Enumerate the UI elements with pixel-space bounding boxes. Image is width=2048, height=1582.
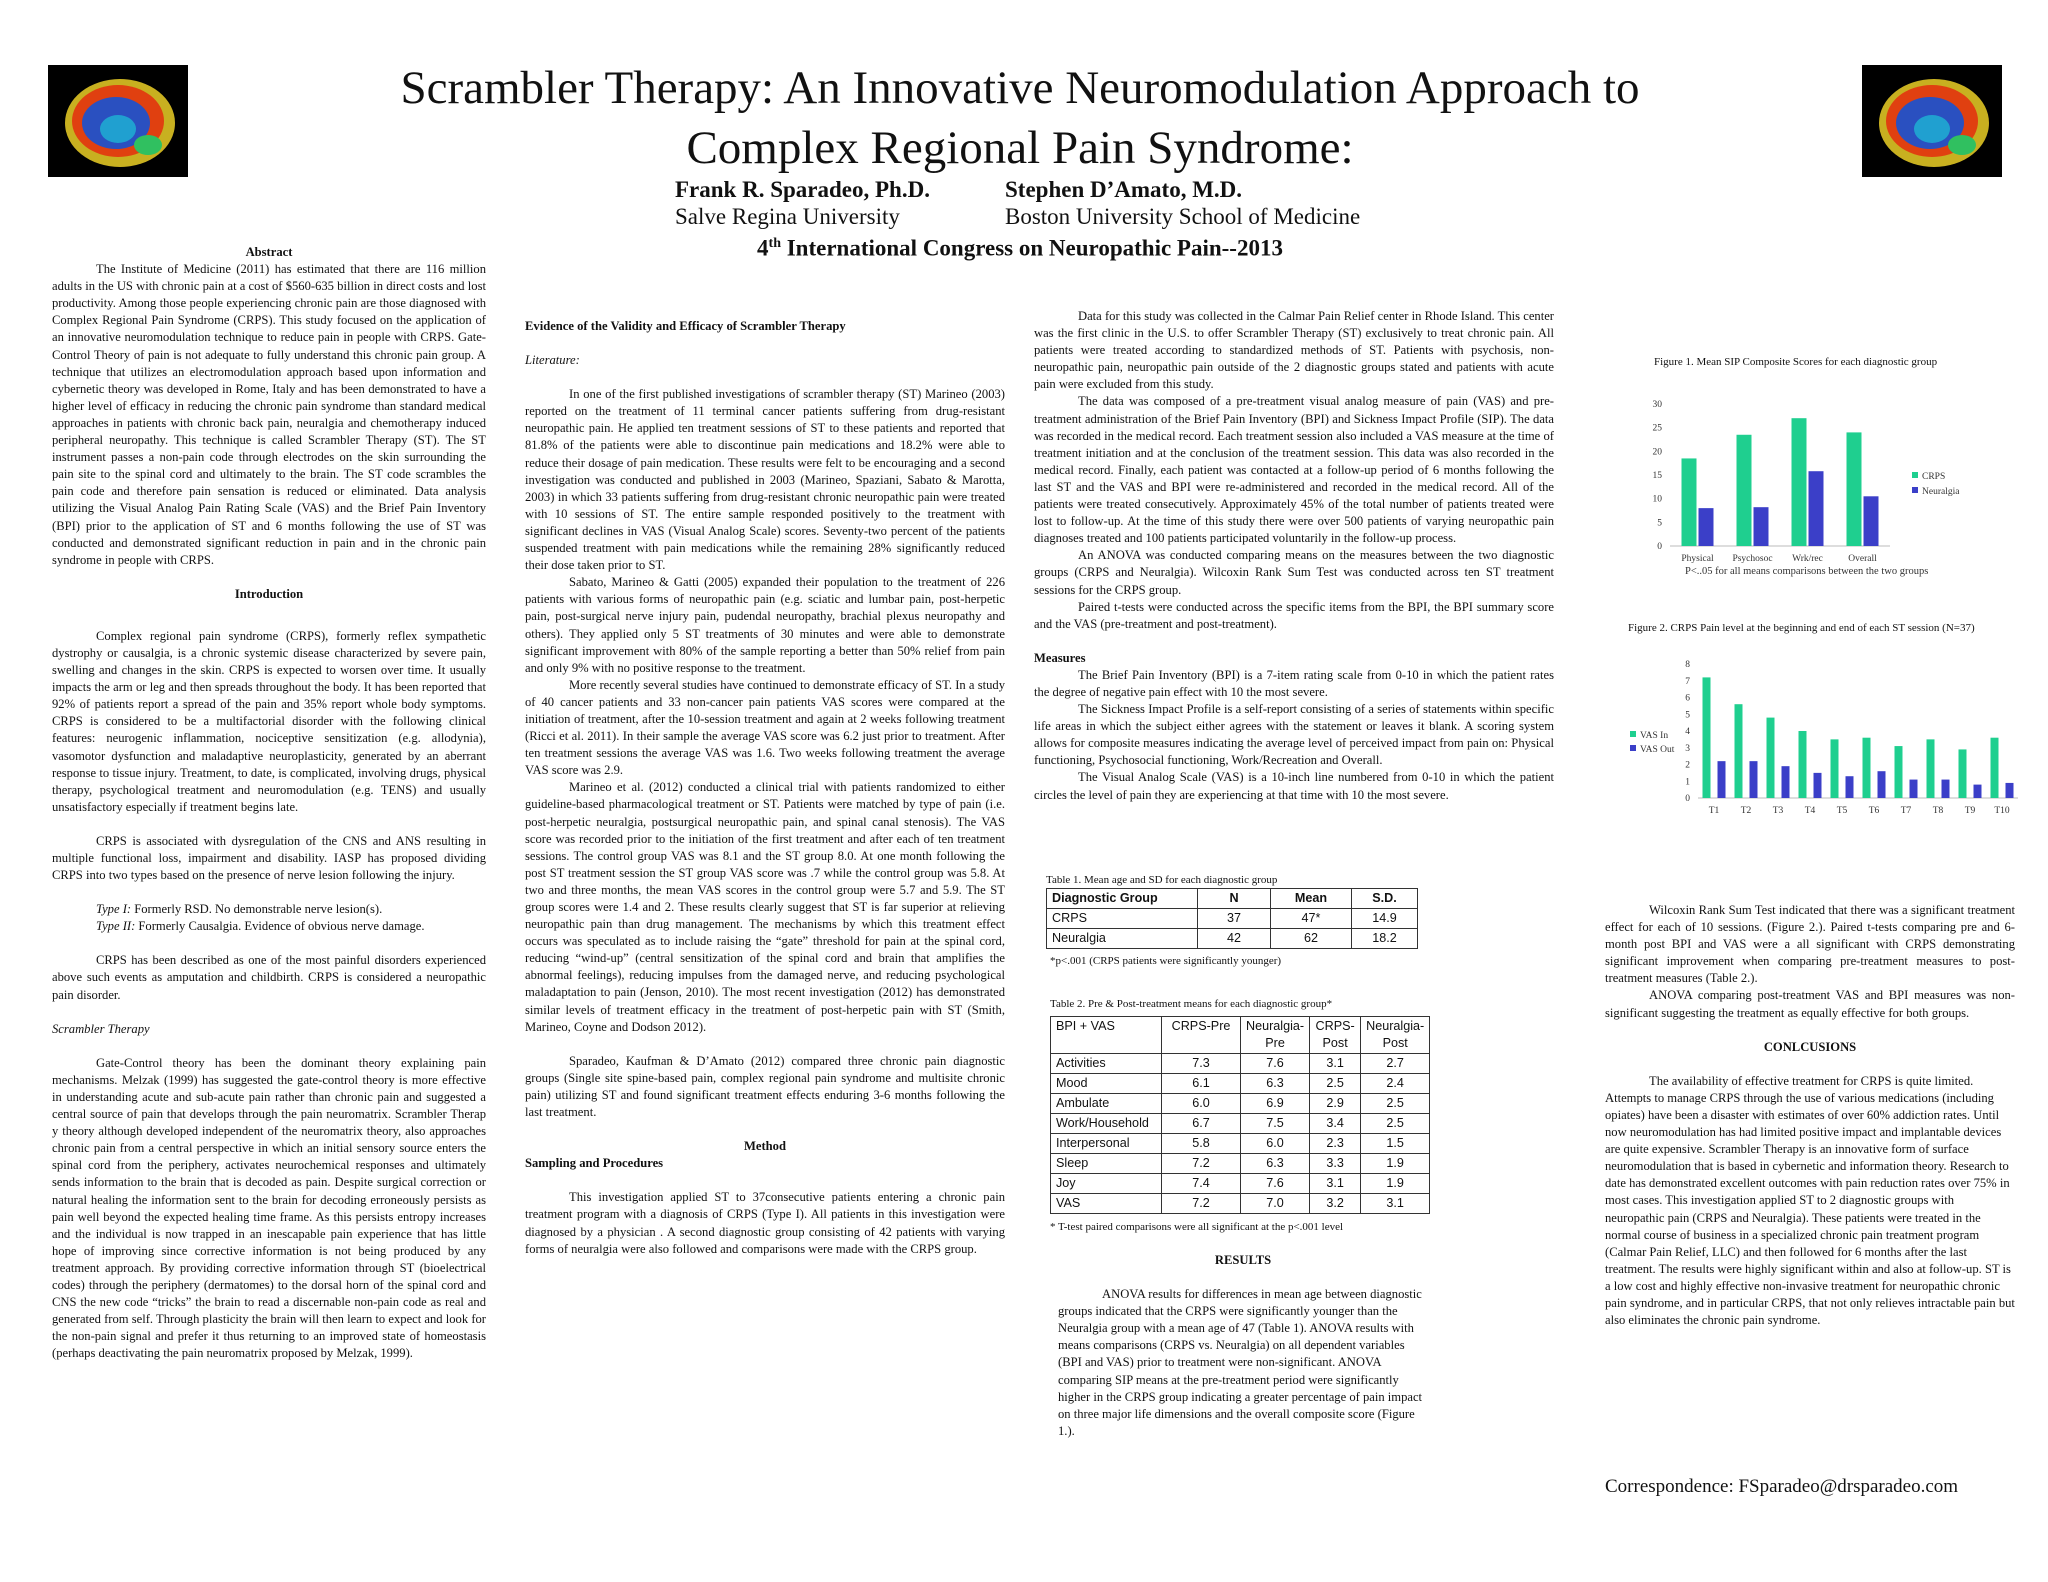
table-cell: 3.3 <box>1310 1154 1361 1174</box>
y-tick-label: 20 <box>1652 447 1662 458</box>
bar-vas-out <box>1814 773 1822 798</box>
table-cell: 1.9 <box>1361 1154 1430 1174</box>
table-row <box>1051 1114 1430 1134</box>
table-row <box>1051 1134 1430 1154</box>
results-paragraph: ANOVA results for differences in mean age between diagnostic groups indicated that the CRPS were significantly younger than the Neuralgia group with a mean age of 47 (Table 1). ANOVA results with means comparisons (CRPS vs. Neuralgia) on all dependent variables (BPI and VAS) prior to treatment were non-significant. ANOVA comparing SIP means at the pre-treatment period were significantly higher in the CRPS group indicating a greater percentage of pain impact on three major life dimensions and the overall composite score (Figure 1.). <box>1058 1287 1423 1438</box>
literature-paragraph-4: Marineo et al. (2012) conducted a clinical trial with patients randomized to either guideline-based pharmacological treatment or ST. Patients were matched by type of pain (i.e. post-herpetic neuralgia, postsurgical neuropathic pain, and spinal canal stenosis). The VAS score was recorded prior to the initiation of the first treatment and after each of ten treatment sessions. The control group VAS was 8.1 and the ST group 8.0. At one month following the post ST treatment session the ST group VAS score was .7 while the control group was 5.8. At two and three months, the mean VAS scores in the control group were 5.7 and 5.9. The ST group scores were 1.4 and 2. These results clearly suggest that ST is far superior at relieving neuropathic pain than drug management. The mechanisms by which this treatment effect occurs was speculated as to include raising the “gate” threshold for pain at the spinal cord, reducing “wind-up” (central sensitization of the spinal cord and brain that amplifies the abnormal feelings), reducing impulses from the damaged nerve, and reducing psychological maladaptation to pain (Jenson, 2010). The most recent investigation (2012) has demonstrated similar levels of treatment efficacy in the treatment of post-herpetic pain with ST (Smith, Marineo, Coyne and Dodson 2012). <box>525 780 1005 1034</box>
table-cell: 2.9 <box>1310 1094 1361 1114</box>
bar-vas-in <box>1799 731 1807 798</box>
table-header-cell: Diagnostic Group <box>1047 889 1198 909</box>
x-tick-label: T2 <box>1740 806 1752 816</box>
table-cell: Joy <box>1051 1174 1162 1194</box>
bar-vas-in <box>1831 739 1839 798</box>
bar-vas-in <box>1927 739 1935 798</box>
figure-1-chart <box>1640 368 2030 578</box>
table-2-caption: Table 2. Pre & Post-treatment means for each diagnostic group* <box>1050 998 1333 1010</box>
bar-vas-in <box>1735 704 1743 798</box>
abstract-heading: Abstract <box>245 245 293 259</box>
table-header-row <box>1047 889 1418 909</box>
column-3 <box>1034 308 1554 821</box>
bar-vas-in <box>1703 677 1711 798</box>
table-row <box>1051 1174 1430 1194</box>
table-cell: Activities <box>1051 1054 1162 1074</box>
y-tick-label: 30 <box>1652 400 1662 410</box>
table-cell: 7.3 <box>1162 1054 1241 1074</box>
table-1-note: *p<.001 (CRPS patients were significantly younger) <box>1050 955 1282 967</box>
legend-swatch <box>1630 731 1636 737</box>
table-cell: 7.0 <box>1241 1194 1310 1214</box>
table-row <box>1051 1154 1430 1174</box>
type-1-text: Formerly RSD. No demonstrable nerve lesion(s). <box>131 902 383 917</box>
table-cell: 6.3 <box>1241 1154 1310 1174</box>
sampling-heading: Sampling and Procedures <box>525 1156 664 1171</box>
table-row <box>1051 1094 1430 1114</box>
measures-paragraph-1: The Brief Pain Inventory (BPI) is a 7-item rating scale from 0-10 in which the patient rates the degree of negative pain effect with 10 the most severe. <box>1034 667 1554 699</box>
table-header-cell: CRPS-Pre <box>1162 1017 1241 1054</box>
table-cell: Neuralgia <box>1047 929 1198 949</box>
scrambler-therapy-text: Gate-Control theory has been the dominant theory explaining pain mechanisms. Melzak (1999) has suggested the gate-control theory is more effective in understanding acute and sub-acute pain rather than chronic pain and suggested a central source of pain that develops through the pain neuromatrix. Scrambler Therap y theory although developed independent of the neuromatrix theory, also approaches chronic pain from a central perspective in which an initial sensory source enters the spinal cord from the periphery, activates neurochemical responses and ultimately sends information to the brain that is decoded as pain. Despite surgical correction or natural healing the information sent to the brain for decoding erroneously persists as pain well beyond the expected healing time frame. As this persists entropy increases and the individual is now trapped in an inescapable pain experience that has little hope of improving since corrective information is not being produced by any treatment approach. By providing corrective information through ST (bioelectrical codes) through the periphery (dermatomes) to the dorsal horn of the spinal cord and CNS the new code “tricks” the brain to read a discernable non-pain code as real and generated from self. Through plasticity the brain will then learn to expect and look for the non-pain signal and prefer it thus returning to an improved state of homeostasis (perhaps deactivating the pain neuromatrix proposed by Melzak, 1999). <box>52 1055 486 1361</box>
y-tick-label: 1 <box>1685 777 1690 788</box>
table-row <box>1051 1054 1430 1074</box>
table-row <box>1047 909 1418 929</box>
conference-name: International Congress on Neuropathic Pain--2013 <box>780 235 1283 261</box>
legend-label: Neuralgia <box>1922 487 1960 497</box>
y-tick-label: 10 <box>1652 494 1662 505</box>
y-tick-label: 0 <box>1685 794 1690 804</box>
table-header-cell: Neuralgia-Pre <box>1241 1017 1310 1054</box>
table-cell: CRPS <box>1047 909 1198 929</box>
table-cell: 6.1 <box>1162 1074 1241 1094</box>
literature-paragraph-2: Sabato, Marineo & Gatti (2005) expanded their population to the treatment of 226 patients with various forms of neuropathic pain (e.g. sciatic and lumbar pain, post-herpetic pain, post-surgical nerve injury pain, pudendal neuropathy, brachial plexus neuropathy and others). They applied only 5 ST treatments of 30 minutes and were able to demonstrate significant improvement with 80% of the sample reporting a better than 50% relief from pain and only 9% with no positive response to the treatment. <box>525 575 1005 675</box>
x-tick-label: T8 <box>1932 806 1944 816</box>
authors-block <box>300 176 1740 262</box>
scrambler-therapy-heading: Scrambler Therapy <box>52 1021 150 1036</box>
title-line-1: Scrambler Therapy: An Innovative Neuromodulation Approach to <box>400 62 1640 114</box>
figure-1-note: P<..05 for all means comparisons between the two groups <box>1685 566 1929 577</box>
legend-label: CRPS <box>1922 472 1946 482</box>
bar-crps <box>1847 432 1862 546</box>
y-tick-label: 6 <box>1685 693 1690 704</box>
x-tick-label: T1 <box>1708 806 1720 816</box>
bar-vas-out <box>1846 776 1854 798</box>
table-cell: Mood <box>1051 1074 1162 1094</box>
y-tick-label: 7 <box>1685 676 1690 687</box>
bar-crps <box>1792 418 1807 546</box>
legend-swatch <box>1912 487 1918 493</box>
table-cell: 18.2 <box>1352 929 1418 949</box>
table-cell: 7.2 <box>1162 1194 1241 1214</box>
table-cell: 3.2 <box>1310 1194 1361 1214</box>
table-cell: 3.1 <box>1361 1194 1430 1214</box>
table-cell: 6.7 <box>1162 1114 1241 1134</box>
author-2: Stephen D’Amato, M.D. <box>1005 177 1243 202</box>
poster-title <box>300 58 1740 178</box>
table-header-cell: Neuralgia-Post <box>1361 1017 1430 1054</box>
conference-line <box>300 230 1740 262</box>
table-cell: Work/Household <box>1051 1114 1162 1134</box>
table-1-caption: Table 1. Mean age and SD for each diagnostic group <box>1046 874 1278 886</box>
conclusions-paragraph: The availability of effective treatment for CRPS is quite limited. Attempts to manage CRPS through the use of various medications (including opiates) have been a disaster with estimates of over 60% addiction rates. Until now neuromodulation has had limited positive impact and implantable devices are quite expensive. Scrambler Therapy is an innovative form of surface neuromodulation that is based in cybernetic and information theory. Research to date has demonstrated excellent outcomes with pain reduction rates over 75% in most cases. This investigation applied ST to 2 diagnostic groups with neuropathic pain (CRPS and Neuralgia). These patients were treated in the normal course of business in a specialized chronic pain treatment program (Calmar Pain Relief, LLC) and then followed for 6 months after the last treatment. The results were highly significant within and also at follow-up. ST is a low cost and highly effective non-invasive treatment for neuropathic chronic pain syndrome, and in particular CRPS, that not only relieves intractable pain but also eliminates the chronic pain syndrome. <box>1605 1073 2015 1328</box>
table-row <box>1051 1194 1430 1214</box>
bar-vas-out <box>1910 780 1918 798</box>
results-section <box>1058 1252 1428 1457</box>
table-cell: 2.4 <box>1361 1074 1430 1094</box>
table-cell: 7.2 <box>1162 1154 1241 1174</box>
table-header-cell: BPI + VAS <box>1051 1017 1162 1054</box>
y-tick-label: 8 <box>1685 660 1690 670</box>
bar-vas-out <box>1878 771 1886 798</box>
introduction-heading: Introduction <box>234 586 304 601</box>
literature-paragraph-5: Sparadeo, Kaufman & D’Amato (2012) compared three chronic pain diagnostic groups (Single site spine-based pain, complex regional pain syndrome and multisite chronic pain) utilizing ST and found significant treatment effects enduring 3-6 months following the last treatment. <box>525 1053 1005 1120</box>
y-tick-label: 15 <box>1652 471 1662 481</box>
table-cell: Ambulate <box>1051 1094 1162 1114</box>
table-2-block <box>1050 998 1430 1233</box>
y-tick-label: 0 <box>1657 542 1662 552</box>
abstract-text: The Institute of Medicine (2011) has estimated that there are 116 million adults in the US with chronic pain at a cost of $560-635 billion in direct costs and lost productivity. Among those people experiencing chronic pain are those diagnosed with Complex Regional Pain Syndrome (CRPS). This study focused on the application of an innovative neuromodulation technique to reduce pain in people with CRPS. Gate-Control Theory of pain is not adequate to fully understand this chronic pain group. A technique that utilizes an electromodulation approach based upon information and cybernetic theory was developed in Rome, Italy and has been demonstrated to have a higher level of efficacy in reducing the chronic pain syndrome than standard medical approaches in patients with chronic back pain, neuralgia and chemotherapy induced peripheral neuropathy. This technique is called Scrambler Therapy (ST). The ST instrument passes a non-pain code through electrodes on the skin surrounding the pain site to the spinal cord and ultimately to the brain. The ST code scrambles the pain code and therefore pain sensation is reduced or eliminated. Data analysis utilizing the Visual Analog Pain Rating Scale (VAS) and the Brief Pain Inventory (BPI) prior to the application of ST and 6 months following the use of ST was conducted and demonstrated significant reduction in pain and in the chronic pain syndrome in people with CRPS. <box>52 262 486 567</box>
y-tick-label: 2 <box>1685 760 1690 771</box>
x-tick-label: T6 <box>1868 806 1880 816</box>
figure-1 <box>1640 356 2030 583</box>
conference-sup: th <box>768 236 781 251</box>
results-heading: RESULTS <box>1214 1253 1272 1267</box>
crps-types <box>52 901 486 935</box>
table-cell: 2.5 <box>1310 1074 1361 1094</box>
y-tick-label: 3 <box>1685 743 1690 754</box>
table-cell: Sleep <box>1051 1154 1162 1174</box>
intro-paragraph-2: CRPS is associated with dysregulation of the CNS and ANS resulting in multiple functional loss, impairment and disability. IASP has proposed dividing CRPS into two types based on the presence of nerve lesion following the injury. <box>52 833 486 883</box>
table-cell: 2.7 <box>1361 1054 1430 1074</box>
x-tick-label: Overall <box>1848 554 1877 564</box>
x-tick-label: T10 <box>1994 806 2010 816</box>
x-tick-label: T3 <box>1772 806 1784 816</box>
x-tick-label: Physical <box>1681 554 1714 564</box>
table-header-cell: S.D. <box>1352 889 1418 909</box>
figure-2-title: Figure 2. CRPS Pain level at the beginning and end of each ST session (N=37) <box>1628 622 1975 634</box>
table-cell: 14.9 <box>1352 909 1418 929</box>
figure-2 <box>1628 622 2033 824</box>
table-row <box>1051 1074 1430 1094</box>
table-cell: 6.0 <box>1241 1134 1310 1154</box>
column-2 <box>525 318 1005 1275</box>
intro-paragraph-1: Complex regional pain syndrome (CRPS), formerly reflex sympathetic dystrophy or causalgia, is a chronic systemic disease characterized by severe pain, swelling and changes in the skin. CRPS is expected to worsen over time. It usually impacts the arm or leg and then spreads throughout the body. It has been reported that 92% of patients report a spread of the pain and 35% report whole body symptoms. CRPS is considered to be a multifactorial disorder with the following clinical features: neurogenic inflammation, nociceptive sensitization (e.g. allodynia), vasomotor dysfunction and maladaptive neuroplasticity, generated by an aberrant response to tissue injury. Treatment, to date, is complicated, involving drugs, physical therapy, psychological treatment and neuromodulation (e.g. TENS) and usually unsatisfactory especially if treatment begins late. <box>52 628 486 814</box>
table-cell: 6.0 <box>1162 1094 1241 1114</box>
table-cell: 7.6 <box>1241 1054 1310 1074</box>
table-cell: 3.4 <box>1310 1114 1361 1134</box>
bar-vas-out <box>2006 783 2014 798</box>
table-header-row <box>1051 1017 1430 1054</box>
conference-number: 4 <box>757 235 769 261</box>
table-2 <box>1050 1016 1430 1214</box>
x-tick-label: T7 <box>1900 806 1912 816</box>
bar-vas-in <box>1959 749 1967 798</box>
table-cell: 62 <box>1271 929 1352 949</box>
x-tick-label: T4 <box>1804 806 1816 816</box>
table-cell: 7.5 <box>1241 1114 1310 1134</box>
type-1-label: Type I: <box>96 902 132 917</box>
measures-paragraph-3: The Visual Analog Scale (VAS) is a 10-inch line numbered from 0-10 in which the patient circles the level of pain they are experiencing at that time with 10 the most severe. <box>1034 770 1554 802</box>
y-tick-label: 25 <box>1652 423 1662 434</box>
table-header-cell: CRPS-Post <box>1310 1017 1361 1054</box>
conclusions-heading: CONLCUSIONS <box>1763 1039 1857 1054</box>
bar-neuralgia <box>1754 507 1769 546</box>
bar-vas-in <box>1991 738 1999 798</box>
bar-vas-in <box>1895 746 1903 798</box>
type-2-label: Type II: <box>96 919 136 934</box>
bar-vas-in <box>1863 738 1871 798</box>
legend-label: VAS Out <box>1640 745 1675 755</box>
y-tick-label: 5 <box>1685 710 1690 721</box>
x-tick-label: T9 <box>1964 806 1976 816</box>
brain-mri-image <box>48 65 188 177</box>
bar-crps <box>1682 458 1697 546</box>
literature-heading: Literature: <box>525 353 580 368</box>
correspondence: Correspondence: FSparadeo@drsparadeo.com <box>1605 1476 1959 1497</box>
bar-vas-out <box>1750 761 1758 798</box>
x-tick-label: Wrk/rec <box>1792 554 1823 564</box>
x-tick-label: T5 <box>1836 806 1848 816</box>
table-cell: 6.3 <box>1241 1074 1310 1094</box>
literature-paragraph-1: In one of the first published investigations of scrambler therapy (ST) Marineo (2003) reported on the treatment of 11 terminal cancer patients suffering from drug-resistant neuropathic pain. He applied ten treatment sessions of ST to these patients and reported that 81.8% of the patients were able to discontinue pain medications and 18.2% were able to reduce their dosage of pain medication. These results were felt to be encouraging and a second investigation was conducted and published in 2003 (Marineo, Spaziani, Sabato & Marotta, 2003) in which 33 patients suffering from drug-resistant chronic neuropathic pain were treated with 10 sessions of ST. The entire sample responded positively to the treatment with significant declines in VAS (Visual Analog Scale) scores. Seventy-two percent of the patients suspended treatment with pain medications while the remaining 28% significantly reduced their dose taken prior to ST. <box>525 387 1005 573</box>
table-cell: 3.1 <box>1310 1054 1361 1074</box>
bar-vas-out <box>1942 780 1950 798</box>
bar-crps <box>1737 435 1752 546</box>
table-header-cell: N <box>1198 889 1271 909</box>
measures-paragraph-2: The Sickness Impact Profile is a self-report consisting of a series of statements within specific life areas in which the subject either agrees with the statement or leaves it blank. A scoring system allows for composite measures indicating the average level of perceived impact from pain on: Physical functioning, Psychosocial functioning, Work/Recreation and Overall. <box>1034 702 1554 768</box>
table-cell: 5.8 <box>1162 1134 1241 1154</box>
figure-1-title: Figure 1. Mean SIP Composite Scores for each diagnostic group <box>1654 356 1938 368</box>
bar-vas-out <box>1718 761 1726 798</box>
literature-paragraph-3: More recently several studies have continued to demonstrate efficacy of ST. In a study of 40 cancer patients and 33 non-cancer pain patients VAS scores were compared at the initiation of treatment, after the 10-session treatment and again at 2 weeks following treatment (Ricci et al. 2011). In their sample the average VAS score was 6.2 just prior to treatment. After ten treatment sessions the average VAS was 1.6. Two weeks following treatment the average VAS score was 2.9. <box>525 677 1005 778</box>
legend-swatch <box>1630 745 1636 751</box>
figure-2-chart <box>1628 634 2033 819</box>
bar-neuralgia <box>1699 508 1714 546</box>
table-cell: 7.4 <box>1162 1174 1241 1194</box>
bar-vas-in <box>1767 718 1775 798</box>
sampling-paragraph: This investigation applied ST to 37consecutive patients entering a chronic pain treatment program with a diagnosis of CRPS (Type I). All patients in this investigation were diagnosed by a physician . A second diagnostic group consisting of 42 patients with varying forms of neuralgia were also followed and comparisons were made with the CRPS group. <box>525 1190 1005 1256</box>
author-1: Frank R. Sparadeo, Ph.D. <box>675 177 930 202</box>
data-paragraph-1: Data for this study was collected in the Calmar Pain Relief center in Rhode Island. This center was the first clinic in the U.S. to offer Scrambler Therapy (ST) exclusively to treat chronic pain. All patients were treated according to standardized methods of ST. Patients with psychosis, non-neuropathic pain, neuropathic pain outside of the 2 diagnostic groups stated and patients with acute pain were excluded from this study. <box>1034 309 1554 392</box>
affiliation-1: Salve Regina University <box>675 204 900 229</box>
method-heading: Method <box>744 1139 786 1154</box>
type-2-text: Formerly Causalgia. Evidence of obvious nerve damage. <box>135 919 425 934</box>
y-tick-label: 4 <box>1685 727 1690 737</box>
column-1 <box>52 244 486 1379</box>
intro-paragraph-3: CRPS has been described as one of the most painful disorders experienced above such events as amputation and childbirth. CRPS is considered a neuropathic pain disorder. <box>52 953 486 1002</box>
table-cell: 2.5 <box>1361 1094 1430 1114</box>
data-paragraph-4: Paired t-tests were conducted across the specific items from the BPI, the BPI summary score and the VAS (pre-treatment and post-treatment). <box>1034 599 1554 631</box>
data-paragraph-2: The data was composed of a pre-treatment visual analog measure of pain (VAS) and pre-treatment administration of the Brief Pain Inventory (BPI) and Sickness Impact Profile (SIP). The data was recorded in the medical record. Each treatment session also included a VAS measure at the time of treatment initiation and at the conclusion of the treatment session. This data was also recorded in the medical record. Finally, each patient was contacted at a follow-up period of 6 months following the last ST and the VAS and BPI were re-administered and recorded in the medical record. All of the patients were treated consecutively. Approximately 45% of the total number of patients treated were lost to follow-up. At the time of this study there were over 500 patients of varying neuropathic pain diagnoses treated and 100 patients participated voluntarily in the follow-up process. <box>1034 394 1554 546</box>
table-cell: VAS <box>1051 1194 1162 1214</box>
table-1 <box>1046 888 1418 949</box>
brain-mri-logo-left <box>48 65 188 177</box>
table-cell: 42 <box>1198 929 1271 949</box>
title-line-2: Complex Regional Pain Syndrome: <box>686 122 1354 174</box>
evidence-heading: Evidence of the Validity and Efficacy of Scrambler Therapy <box>525 319 846 333</box>
table-cell: 1.9 <box>1361 1174 1430 1194</box>
y-tick-label: 5 <box>1657 518 1662 529</box>
wilcoxin-paragraph: Wilcoxin Rank Sum Test indicated that there was a significant treatment effect for each of 10 sessions. (Figure 2.). Paired t-tests comparing pre and 6-month post BPI and VAS were a all significant with CRPS demonstrating significant improvement when comparing pre-treatment measures to post-treatment measures (Table 2.). <box>1605 903 2015 986</box>
measures-heading: Measures <box>1034 650 1086 665</box>
table-cell: 1.5 <box>1361 1134 1430 1154</box>
brain-mri-logo-right <box>1862 65 2002 177</box>
table-header-cell: Mean <box>1271 889 1352 909</box>
table-cell: Interpersonal <box>1051 1134 1162 1154</box>
bar-neuralgia <box>1809 471 1824 546</box>
table-2-note: * T-test paired comparisons were all significant at the p<.001 level <box>1050 1221 1344 1233</box>
bar-vas-out <box>1782 766 1790 798</box>
bar-neuralgia <box>1864 496 1879 546</box>
table-cell: 3.1 <box>1310 1174 1361 1194</box>
x-tick-label: Psychosoc <box>1732 554 1773 564</box>
anova-paragraph: ANOVA comparing post-treatment VAS and BPI measures was non-significant suggesting the treatment as equally effective for both groups. <box>1605 988 2015 1020</box>
data-paragraph-3: An ANOVA was conducted comparing means on the measures between the two diagnostic groups (CRPS and Neuralgia). Wilcoxin Rank Sum Test was conducted across ten ST treatment sessions for the CRPS group. <box>1034 548 1554 597</box>
table-1-block <box>1046 874 1418 967</box>
table-cell: 2.5 <box>1361 1114 1430 1134</box>
table-cell: 2.3 <box>1310 1134 1361 1154</box>
legend-label: VAS In <box>1640 731 1669 741</box>
affiliation-2: Boston University School of Medicine <box>1005 204 1361 229</box>
column-4 <box>1605 902 2015 1346</box>
table-cell: 47* <box>1271 909 1352 929</box>
legend-swatch <box>1912 472 1918 478</box>
table-cell: 6.9 <box>1241 1094 1310 1114</box>
table-row <box>1047 929 1418 949</box>
table-cell: 7.6 <box>1241 1174 1310 1194</box>
brain-mri-image <box>1862 65 2002 177</box>
bar-vas-out <box>1974 785 1982 798</box>
table-cell: 37 <box>1198 909 1271 929</box>
